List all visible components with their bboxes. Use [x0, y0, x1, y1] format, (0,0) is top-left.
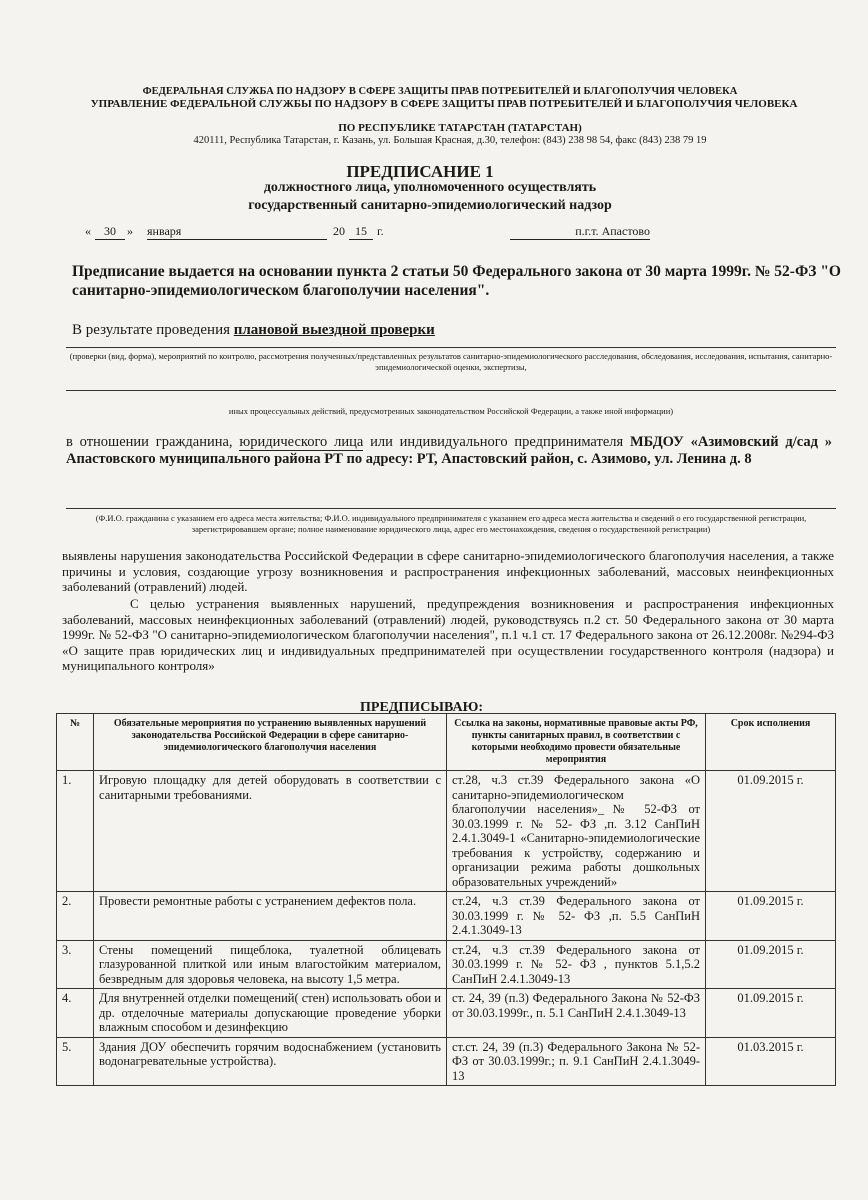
inspection-type-line: [72, 322, 435, 339]
table-row: [57, 771, 836, 892]
header-address: 420111, Республика Татарстан, г. Казань, ул. Большая Красная, д.30, телефон: (843) 238 98 54, факс (843) 238 79 19: [193, 135, 707, 146]
row-measure: Для внутренней отделки помещений( стен) использовать обои и др. отделочные материалы допускающие проведение уборки влажным способом и дезинфекцию: [94, 989, 447, 1038]
row-term: 01.09.2015 г.: [706, 940, 836, 989]
row-term: 01.09.2015 г.: [706, 771, 836, 892]
col-measure-header: Обязательные мероприятия по устранению выявленных нарушений законодательства Российской Федерации в сфере санитарно-эпидемиологического благополучия населения: [94, 714, 447, 771]
date-year-abbr: г.: [377, 224, 384, 238]
row-measure: Провести ремонтные работы с устранением дефектов пола.: [94, 892, 447, 941]
row-number: 2.: [57, 892, 94, 941]
row-law: ст. 24, 39 (п.3) Федерального Закона № 52-ФЗ от 30.03.1999г., п. 5.1 СанПиН 2.4.1.3049-13: [447, 989, 706, 1038]
violations-paragraph: выявлены нарушения законодательства Российской Федерации в сфере санитарно-эпидемиологического благополучия населения, а также причины и условия, создающие угрозу возникновения и распространения инфекционных заболеваний, массовых неинфекционных заболеваний (отравлений) людей.: [62, 548, 834, 594]
note-inspection-form: (проверки (вид, форма), мероприятий по контролю, рассмотрения полученных/представленных результатов санитарно-эпидемиологического расследования, обследования, исследования, испытания, санитарно-эпидемиологической оценки, экспертизы,: [69, 351, 833, 372]
row-term: 01.09.2015 г.: [706, 989, 836, 1038]
col-number-header: №: [57, 714, 94, 771]
col-term-header: Срок исполнения: [706, 714, 836, 771]
note-other-actions: иных процессуальных действий, предусмотренных законодательством Российской Федерации, а также иной информации): [228, 406, 674, 416]
quote-open: «: [85, 224, 91, 238]
row-law: ст.ст. 24, 39 (п.3) Федерального Закона № 52-ФЗ от 30.03.1999г.; п. 9.1 СанПиН 2.4.1.3049-13: [447, 1037, 706, 1086]
basis-statement: Предписание выдается на основании пункта 2 статьи 50 Федерального закона от 30 марта 1999г. № 52-ФЗ "О санитарно-эпидемиологическом благополучии населения".: [72, 263, 841, 299]
note-entity-details: (Ф.И.О. гражданина с указанием его адреса места жительства; Ф.И.О. индивидуального предпринимателя с указанием его адреса места жительства и сведений о его государственной регистрации, зарегистрировавшем органе; полное наименование юридического лица, адрес его местонахождения, сведения о государственной регистрации): [95, 513, 807, 534]
row-number: 4.: [57, 989, 94, 1038]
date-year-prefix: 20: [333, 224, 345, 238]
measures-table: [56, 713, 836, 1086]
row-measure: Здания ДОУ обеспечить горячим водоснабжением (установить водонагревательные устройства).: [94, 1037, 447, 1086]
document-subtitle-1: должностного лица, уполномоченного осуществлять: [263, 180, 597, 195]
row-measure: Игровую площадку для детей оборудовать в соответствии с санитарными требованиями.: [94, 771, 447, 892]
row-number: 3.: [57, 940, 94, 989]
relation-block: [66, 434, 832, 468]
row-law: ст.28, ч.3 ст.39 Федерального закона «О санитарно-эпидемиологическом благополучии населения»_№ 52-ФЗ от 30.03.1999 г. № 52- ФЗ ,п. 3.12 СанПиН 2.4.1.3049-1 «Санитарно-эпидемиологические требования к устройству, содержанию и организации режима работы дошкольных образовательных учреждений»: [447, 771, 706, 892]
table-header-row: [57, 714, 836, 771]
row-term: 01.03.2015 г.: [706, 1037, 836, 1086]
table-row: [57, 940, 836, 989]
row-term: 01.09.2015 г.: [706, 892, 836, 941]
prescribe-heading: ПРЕДПИСЫВАЮ:: [360, 700, 484, 715]
date-day: 30: [95, 224, 125, 240]
table-row: [57, 892, 836, 941]
row-number: 5.: [57, 1037, 94, 1086]
date-line: [85, 224, 665, 244]
table-row: [57, 989, 836, 1038]
header-agency-federal: ФЕДЕРАЛЬНАЯ СЛУЖБА ПО НАДЗОРУ В СФЕРЕ ЗАЩИТЫ ПРАВ ПОТРЕБИТЕЛЕЙ И БЛАГОПОЛУЧИЯ ЧЕЛОВЕКА: [142, 86, 738, 97]
relation-suffix: или индивидуального предпринимателя: [370, 434, 624, 450]
document-subtitle-2: государственный санитарно-эпидемиологический надзор: [248, 198, 612, 213]
relation-legal-entity: юридического лица: [239, 434, 364, 450]
relation-prefix: в отношении гражданина,: [66, 434, 233, 450]
row-measure: Стены помещений пищеблока, туалетной облицевать глазурованной плиткой или иным влагостойким материалом, безвредным для здоровья человека, на высоту 1,5 метра.: [94, 940, 447, 989]
organization-name-address: МБДОУ «Азимовский д/сад » Апастовского муниципального района РТ по адресу: РТ, Апастовский район, с. Азимово, ул. Ленина д. 8: [66, 434, 833, 467]
row-number: 1.: [57, 771, 94, 892]
divider-line: [66, 347, 836, 348]
row-law: ст.24, ч.3 ст.39 Федерального закона от 30.03.1999 г. № 52- ФЗ , пунктов 5.1,5.2 СанПиН 2.4.1.3049-13: [447, 940, 706, 989]
header-agency-regional: УПРАВЛЕНИЕ ФЕДЕРАЛЬНОЙ СЛУЖБЫ ПО НАДЗОРУ В СФЕРЕ ЗАЩИТЫ ПРАВ ПОТРЕБИТЕЛЕЙ И БЛАГОПОЛУЧИЯ ЧЕЛОВЕКА: [90, 98, 798, 110]
date-place: п.г.т. Апастово: [510, 224, 650, 240]
table-row: [57, 1037, 836, 1086]
quote-close: »: [127, 224, 133, 238]
inspection-type: плановой выездной проверки: [233, 322, 435, 338]
row-law: ст.24, ч.3 ст.39 Федерального закона от 30.03.1999 г. № 52- ФЗ ,п. 5.5 СанПиН 2.4.1.3049-13: [447, 892, 706, 941]
header-agency-region: ПО РЕСПУБЛИКЕ ТАТАРСТАН (ТАТАРСТАН): [338, 122, 582, 134]
date-month: января: [147, 224, 327, 240]
purpose-paragraph: С целью устранения выявленных нарушений, предупреждения возникновения и распространения инфекционных заболеваний, массовых неинфекционных заболеваний (отравлений) людей, руководствуясь п.2 ст. 50 Федерального закона от 30 марта 1999г. № 52-ФЗ "О санитарно-эпидемиологическом благополучии населения", п.1 ч.1 ст. 17 Федерального закона от 26.12.2008г. №294-ФЗ «О защите прав юридических лиц и индивидуальных предпринимателей при осуществлении государственного контроля (надзора) и муниципального контроля»: [62, 596, 834, 673]
col-law-header: Ссылка на законы, нормативные правовые акты РФ, пункты санитарных правил, в соответствии с которыми необходимо провести обязательные мероприятия: [447, 714, 706, 771]
inspection-prefix: В результате проведения: [72, 322, 230, 338]
divider-line: [66, 508, 836, 509]
divider-line: [66, 390, 836, 391]
document-title: ПРЕДПИСАНИЕ 1: [346, 162, 494, 181]
date-year-suffix: 15: [349, 224, 373, 240]
